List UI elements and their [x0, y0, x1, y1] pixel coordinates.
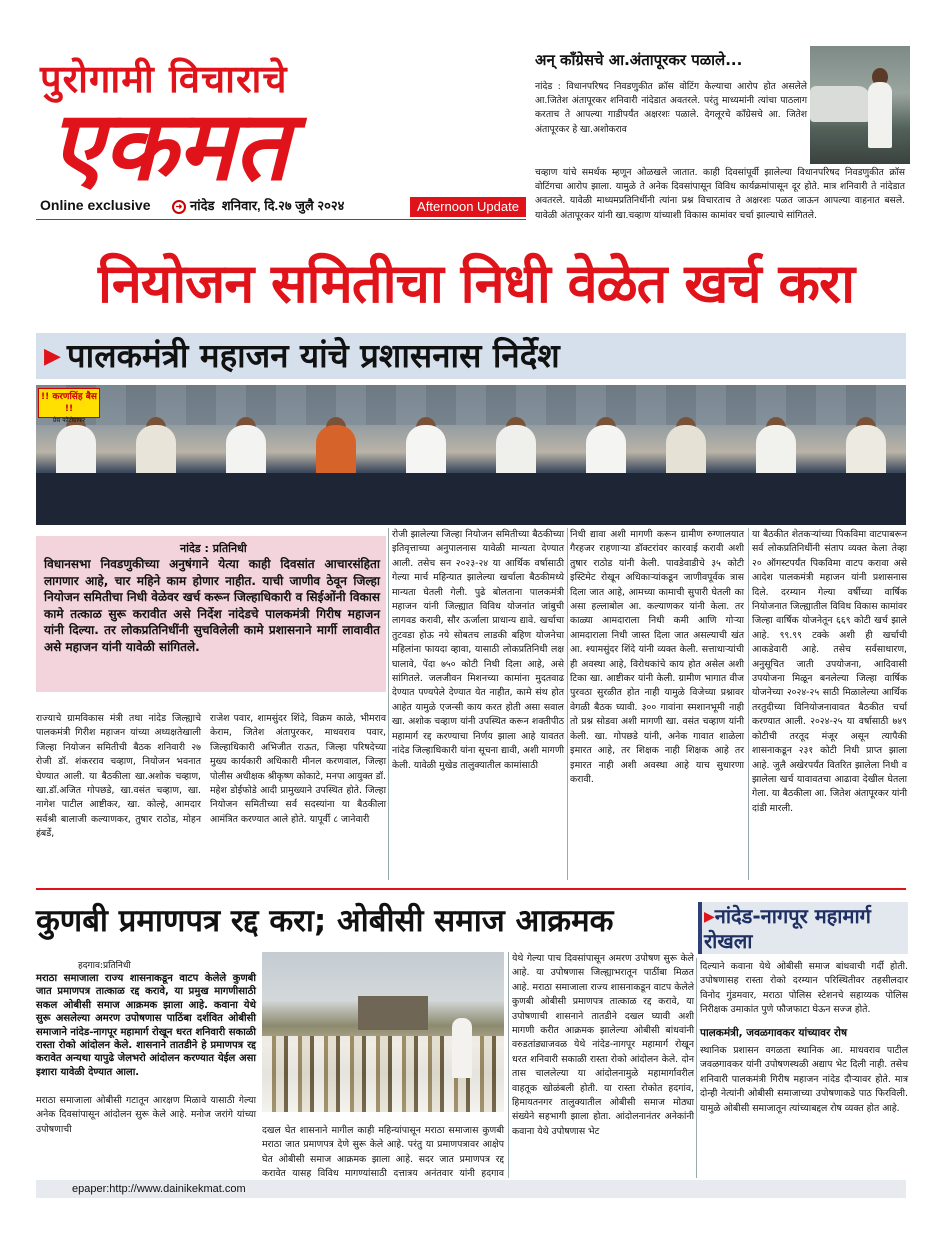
speaker-shape [452, 1018, 472, 1078]
story2-subhead: पालकमंत्री, जवळगावकर यांच्यावर रोष [700, 1027, 848, 1039]
triangle-bullet-icon: ▶ [44, 344, 61, 369]
photo-credit-name: !! करणसिंह बैस !! [41, 392, 97, 414]
masthead-divider [36, 219, 526, 220]
epaper-link[interactable]: epaper:http://www.dainikekmat.com [72, 1183, 246, 1195]
main-headline: नियोजन समितीचा निधी वेळेत खर्च करा [97, 252, 855, 315]
story2-column-2: दखल घेत शासनाने मागील काही महिन्यांपासून मराठा समाजास कुणबी मराठा जात प्रमाणपत्र देणे सुरू केले आहे. परंतु या प्रमाणपत्रावर आक्षेप घेत ओबीसी समाज आक्रमक झाला आहे. सदर जात प्रमाणपत्र रद्द करावेत यासह विविध मागण्यांसाठी दत्तात्रय अनंतवार यांनी हदगाव [262, 1125, 504, 1180]
article-column-2: राजेश पवार, शामसुंदर शिंदे, विक्रम काळे, भीमराव केराम, जितेश अंतापुरकर, माधवराव पवार, जिल्हाधिकारी अभिजीत राऊत, जिल्हा परिषदेच्या मुख्य कार्यकारी अधिकारी मीनल करणवाल, जिल्हा पोलीस अधीक्षक श्रीकृष्ण कोकाटे, मनपा आयुक्त डॉ. महेश डोईफोडे आदी प्रामुख्याने उपस्थित होते. जिल्हा नियोजन समितीच्या सर्व सदस्यांना या बैठकीला आमंत्रित करण्यात आले होते. यापूर्वी ८ जानेवारी [210, 713, 386, 825]
column-divider [696, 958, 697, 1178]
photo-credit-role: प्रेस फोटोग्राफर [52, 417, 86, 424]
article-column-4: निधी द्यावा अशी मागणी करून ग्रामीण रुग्णालयात गैरहजर राहणाऱ्या डॉक्टरांवर कारवाई करावी अशी तुषार राठोड यांनी केली. पावडेवाडीचे ३५ कोटी इस्टिमेट रोखून अधिकाऱ्यांकडून जाणीवपूर्वक त्रास दिला जात आहे, आमच्या कामाची सुपारी घेतली का असा हल्लाबोल आ. कल्याणकर यांनी केला. तर काळ्या आमदाराला निधी कमी आणि गोऱ्या आमदाराला निधी जास्त दिला जात असल्याची खंत आ. श्यामसुंदर शिंदे यांनी व्यक्त केली. सत्ताधाऱ्यांची ही अवस्था आहे, विरोधकांचे काय होत असेल अशी टिका खा. आष्टीकर यांनी केली. ग्रामीण भागात वीज पुरवठा सुरळीत होत नाही यामुळे विजेच्या प्रश्नावर वेगळी बैठक घ्यावी. ३०० गावांना स्मशानभूमी नाही तो प्रश्न सोडवा अशी मागणी खा. वसंत चव्हाण यांनी केली. खा. गोपछडे यांनी, अनेक गावात शाळेला इमारत आहे, तर शिक्षक नाही शिक्षक आहे तर इमारत नाही अशी अवस्था आहे याच सुधारणा करावी. [570, 529, 744, 785]
brief-text-continued: चव्हाण यांचे समर्थक म्हणून ओळखले जातात. काही दिवसांपूर्वी झालेल्या विधानपरिषद निवडणुकीत क्रॉस वोटिंगचा आरोप झाला. यामुळे ते अनेक दिवसांपासून विविध कार्यक्रमांपासून दूर होते. मात्र शनिवारी ते नांदेडात अवतरले. यावेळी माध्यमप्रतिनिधींनी त्यांना प्रश्न विचारताच ते अक्षरशः पळत जाऊन आपल्या वाहनात बसले. यावेळी अंतापूरकर यांनी खा.चव्हाण यांच्याशी विकास कामांवर चर्चा झाल्याचे सांगितले. [535, 167, 905, 221]
article-column-5: या बैठकीत शेतकऱ्यांच्या पिकविमा वाटपाबरून सर्व लोकप्रतिनिधींनी संताप व्यक्त केला तेव्हा २० ऑगस्टपर्यंत पिकविमा वाटप करावा असे आदेश पालकमंत्री महाजन यांनी प्रशासनास दिले. दरम्यान गेल्या वर्षीच्या वार्षिक नियोजनात जिल्ह्यातील विविध विकास कामांवर जिल्हा वार्षिक योजनेतून ६६९ कोटी खर्च झाले आहे. ९९.९९ टक्के अशी ही खर्चाची आकडेवारी आहे. तसेच सर्वसाधारण, अनुसूचित जाती उपयोजना, आदिवासी उपयोजना मिळून बनलेल्या जिल्हा वार्षिक योजनेच्या २०२४-२५ साठी मिळालेल्या आर्थिक तरतुदीच्या विनियोजनावावत बैठकीत चर्चा करण्यात आली. २०२४-२५ या वर्षासाठी ७४९ कोटीची तरतूद मंजूर असून त्यापैकी शासनाकडून २३१ कोटी निधी प्राप्त झाला आहे. जुलै अखेरपर्यंत वितरित झालेला निधी व झालेला खर्च यावावतचा आढावा देखील घेतला गेला. या बैठकीला आ. जितेश अंतापूरकर यांनी दांडी मारली. [752, 529, 907, 814]
story-separator [36, 888, 906, 890]
subheadline-text: पालकमंत्री महाजन यांचे प्रशासनास निर्देश [66, 336, 560, 375]
meeting-photo [36, 385, 906, 525]
dateline-city: नांदेड [190, 198, 215, 213]
story2-dateline: हदगाव:प्रतिनिधी [78, 961, 131, 971]
photo-credit [38, 388, 100, 424]
story2-column-3: येथे गेल्या पाच दिवसांपासून अमरण उपोषण सुरू केले आहे. या उपोषणास जिल्ह्याभरातून पाठींबा मिळत आहे. मराठा समाजाला राज्य शासनाकडून वाटप केलेले कुणबी ओबीसी प्रमाणपत्र तात्काळ रद्द करावे, या उपोषणाची शासनाने तातडीने दखल घ्यावी अशी मागणी करीत आक्रमक झालेल्या ओबीसी बांधवांनी वरुडतांड्याजवळ येथे नांदेड-नागपूर महामार्ग रोखून धरत शनिवारी सकाळी रास्ता रोको आंदोलन केले. दोन तास चाललेल्या या आंदोलनामुळे महामार्गावरील वाहतूक खोळंबली होती. या रास्ता रोकोत हदगांव, हिमायतनगर तालुक्यातील ओबीसी समाज मोठ्या संख्येने सहभागी झाला होता. आंदोलनानंतर अनेकांनी कवाना येथे उपोषणास भेट [512, 953, 694, 1137]
brief-text: नांदेड : विधानपरिषद निवडणुकीत क्रॉस वोटिंग केल्याचा आरोप होत असलेले आ.जितेश अंतापूरकर शनिवारी नांदेडात अवतरले. परंतु माध्यमांनी त्यांचा पाठलाग करताच ते आपल्या गाडीपर्यंत अक्षरशः पळाले. देगलूरचे काँग्रेसचे आ. जितेश अंतापूरकर हे खा.अशोकराव [535, 81, 807, 135]
dateline-date: शनिवार, दि.२७ जुलै २०२४ [221, 198, 345, 213]
story2-column-1: मराठा समाजाला ओबीसी गटातून आरक्षण मिळावे यासाठी गेल्या अनेक दिवसांपासून आंदोलन सुरू केले आहे. मनोज जरांगे यांच्या उपोषणाची [36, 1095, 256, 1135]
lead-paragraph: विधानसभा निवडणुकीच्या अनुषंगाने येत्या काही दिवसांत आचारसंहिता लागणार आहे, चार महिने काम होणार नाहीत. याची जाणीव ठेवून जिल्हा नियोजन समितीचा निधी वेळेवर खर्च करून जिल्हाधिकारी व सिईओंनी विकास कामे तत्काळ सुरू करावीत असे निर्देश नांदेडचे पालकमंत्री गिरीष महाजन यांनी दिल्या. तर लोकप्रतिनिधींनी सुचविलेली कामे प्रशासनाने मार्गी लावावीत असे महाजन यांनी यावेळी सांगितले. [44, 557, 380, 654]
protest-photo [262, 952, 504, 1112]
edition-badge: Afternoon Update [410, 197, 526, 217]
column-divider [508, 952, 509, 1178]
story2-headline: कुणबी प्रमाणपत्र रद्द करा; ओबीसी समाज आक्रमक [36, 903, 614, 939]
photo-table [36, 473, 906, 525]
story2-lead: मराठा समाजाला राज्य शासनाकडून वाटप केलेले कुणबी जात प्रमाणपत्र तात्काळ रद्द करावे, या प्रमुख मागणीसाठी सकल ओबीसी समाज आक्रमक झाला आहे. कवाना येथे सुरू असलेल्या अमरण उपोषणास पाठिंबा दर्शवित ओबीसी समाजाने नांदेड-नागपूर महामार्ग रोखून धरत शनिवारी सकाळी रास्ता रोको आंदोलन केले. शासनाने तातडीने हे प्रमाणपत्र रद्द करावेत अन्यथा यापुढे जेलभरो आंदोलन करण्यात येईल असा इशारा यावेळी देण्यात आला. [36, 973, 256, 1078]
side-headline-text: नांदेड-नागपूर महामार्ग रोखला [704, 904, 871, 953]
story2-column-4: दिल्याने कवाना येथे ओबीसी समाज बांधवाची गर्दी होती. उपोषणासह रास्ता रोको दरम्यान परिस्थितीवर तहसीलदार विनोद गुंडमवार, मराठा पोलिस स्टेशनचे सहाय्यक पोलिस निरीक्षक उमाकांत पुणे फौजफाटा घेऊन सज्ज होते. [700, 961, 908, 1016]
side-headline [704, 904, 909, 953]
article-column-3: रोजी झालेल्या जिल्हा नियोजन समितीच्या बैठकीच्या इतिवृत्ताच्या अनुपालनास यावेळी मान्यता देण्यात आली. तसेच सन २०२३-२४ या आर्थिक वर्षासाठी गेल्या मार्च महिन्यात झालेल्या खर्चाला बैठकीमध्ये मान्यता घेतली गेली. पुढे बोलताना पालकमंत्री महाजन यांनी जिल्ह्यात विविध योजनांत जांबुची लागवड करावी, सौर ऊर्जाला प्राधान्य द्यावे. खर्चाचा तुटवडा होऊ नये सोबतच लाडकी बहिण योजनेचा महिलांना फायदा व्हावा, यासाठी लोकप्रतिनिधी लक्ष घालावे, पेंदा ७५० कोटी निधी दिला आहे, असे सांगितले. जलजीवन मिशनच्या कामांना मुदतवाढ देण्यात पण्यपेले देण्यात येत नाहीत, कामे संथ होत आहेत यामुळे एजन्सी काय करत होती असा सवाल खा. अशोक चव्हाण यांनी उपस्थित करून शक्तीपीठ महामार्ग रद्द करण्याचा निर्णय झाला आहे यावतत नांदेड जिल्हाधिकारी यांना सूचना द्यावी, अशी मागणी केली. यावेळी मुखेड तालुक्यातील कामांसाठी [392, 529, 564, 771]
article-column-1: राज्याचे ग्रामविकास मंत्री तथा नांदेड जिल्ह्याचे पालकमंत्री गिरीश महाजन यांच्या अध्यक्षतेखाली जिल्हा नियोजन समितीची बैठक शनिवारी २७ रोजी डॉ. शंकरराव चव्हाण, नियोजन भवनात घेण्यात आली. या बैठकीला खा.अशोक चव्हाण, खा.डॉ.अजित गोपछडे, खा.वसंत चव्हाण, खा. नागेश पाटील आष्टीकर, खा. कोल्हे, आमदार सर्वश्री बालाजी कल्याणकर, तुषार राठोड, मोहन हंबर्डे, [36, 713, 201, 840]
masthead-logo: एकमत [50, 90, 289, 202]
truck-shape [358, 996, 428, 1030]
car-shape [810, 86, 870, 122]
story2-column-5: स्थानिक प्रशासन वगळता स्थानिक आ. माधवराव पाटील जवळगावकर यांनी उपोषणस्थळी अद्याप भेट दिली नाही. तसेच शनिवारी पालकमंत्री गिरीष महाजन नांदेड दौऱ्यावर होते. मात्र दोन्ही नेत्यांनी ओबीसी समाजाच्या उपोषणाकडे पाठ फिरविली. यामुळे ओबीसी समाजातून त्यांच्याबद्दल रोष व्यक्त होत आहे. [700, 1045, 908, 1114]
brief-photo [810, 46, 910, 164]
column-divider [567, 528, 568, 880]
dateline [172, 196, 344, 214]
brief-title: अन् काँग्रेसचे आ.अंतापूरकर पळाले... [535, 51, 743, 69]
subheadline [44, 333, 560, 380]
column-divider [748, 528, 749, 880]
column-divider [388, 528, 389, 880]
lead-dateline: नांदेड : प्रतिनिधी [180, 542, 247, 555]
triangle-bullet-icon: ▶ [704, 909, 715, 925]
online-exclusive-label: Online exclusive [40, 197, 151, 213]
arrow-right-icon: ➜ [172, 200, 186, 214]
person-shape [868, 82, 892, 148]
masthead-tagline: पुरोगामी विचाराचे [40, 57, 288, 101]
